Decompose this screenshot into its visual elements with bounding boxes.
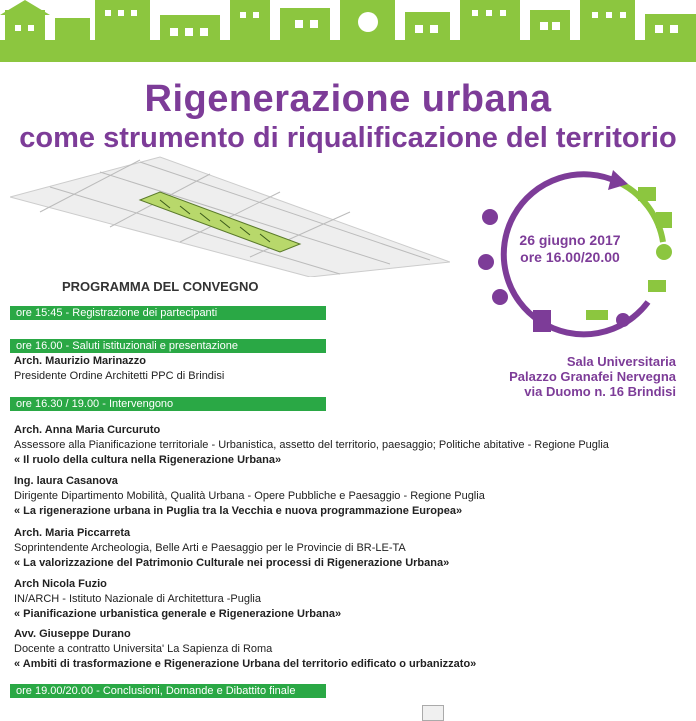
venue-line: via Duomo n. 16 Brindisi xyxy=(524,384,676,399)
speaker-name: Arch. Maurizio Marinazzo xyxy=(14,355,147,367)
speaker-name: Arch. Maria Piccarreta xyxy=(14,527,131,539)
speaker-entry xyxy=(14,474,485,519)
speaker-name: Arch Nicola Fuzio xyxy=(14,578,107,590)
speaker-role: Presidente Ordine Architetti PPC di Brindisi xyxy=(14,370,225,382)
venue-line: Sala Universitaria xyxy=(566,354,676,369)
talk-title: « La rigenerazione urbana in Puglia tra la Vecchia e nuova programmazione Europea» xyxy=(14,505,463,517)
speaker-entry xyxy=(14,627,476,672)
speaker-entry xyxy=(14,354,224,384)
speaker-name: Ing. laura Casanova xyxy=(14,475,118,487)
talk-title: « La valorizzazione del Patrimonio Culturale nei processi di Rigenerazione Urbana» xyxy=(14,557,450,569)
talk-title: « Pianificazione urbanistica generale e Rigenerazione Urbana» xyxy=(14,608,342,620)
speaker-role: Assessore alla Pianificazione territoriale - Urbanistica, assetto del territorio, paesaggio; Politiche abitative - Regione Puglia xyxy=(14,439,609,451)
speaker-role: Soprintendente Archeologia, Belle Arti e Paesaggio per le Provincie di BR-LE-TA xyxy=(14,542,406,554)
page-title: Rigenerazione urbana xyxy=(144,78,552,120)
schedule-bar: ore 19.00/20.00 - Conclusioni, Domande e Dibattito finale xyxy=(10,684,326,698)
schedule-bar: ore 16.00 - Saluti istituzionali e presentazione xyxy=(10,339,326,353)
scroll-handle[interactable] xyxy=(422,705,444,721)
speaker-role: Dirigente Dipartimento Mobilità, Qualità Urbana - Opere Pubbliche e Paesaggio - Regione Puglia xyxy=(14,490,485,502)
speaker-entry xyxy=(14,526,449,571)
speaker-entry xyxy=(14,577,341,622)
speaker-role: Docente a contratto Universita' La Sapienza di Roma xyxy=(14,643,273,655)
speaker-name: Arch. Anna Maria Curcuruto xyxy=(14,424,161,436)
event-datetime xyxy=(505,232,635,266)
urban-map-illustration xyxy=(10,152,450,277)
talk-title: « Il ruolo della cultura nella Rigenerazione Urbana» xyxy=(14,454,282,466)
schedule-bar: ore 15:45 - Registrazione dei partecipanti xyxy=(10,306,326,320)
talk-title: « Ambiti di trasformazione e Rigenerazione Urbana del territorio edificato o urbanizzato» xyxy=(14,658,477,670)
speaker-entry xyxy=(14,423,609,468)
event-venue xyxy=(509,354,676,399)
page-subtitle: come strumento di riqualificazione del territorio xyxy=(19,122,677,154)
event-date: 26 giugno 2017 xyxy=(519,232,621,248)
speaker-name: Avv. Giuseppe Durano xyxy=(14,628,131,640)
event-time: ore 16.00/20.00 xyxy=(520,249,620,265)
city-skyline-icon xyxy=(0,0,696,62)
speaker-role: IN/ARCH - Istituto Nazionale di Architettura -Puglia xyxy=(14,593,261,605)
schedule-bar: ore 16.30 / 19.00 - Intervengono xyxy=(10,397,326,411)
venue-line: Palazzo Granafei Nervegna xyxy=(509,369,676,384)
program-title: PROGRAMMA DEL CONVEGNO xyxy=(62,279,259,294)
